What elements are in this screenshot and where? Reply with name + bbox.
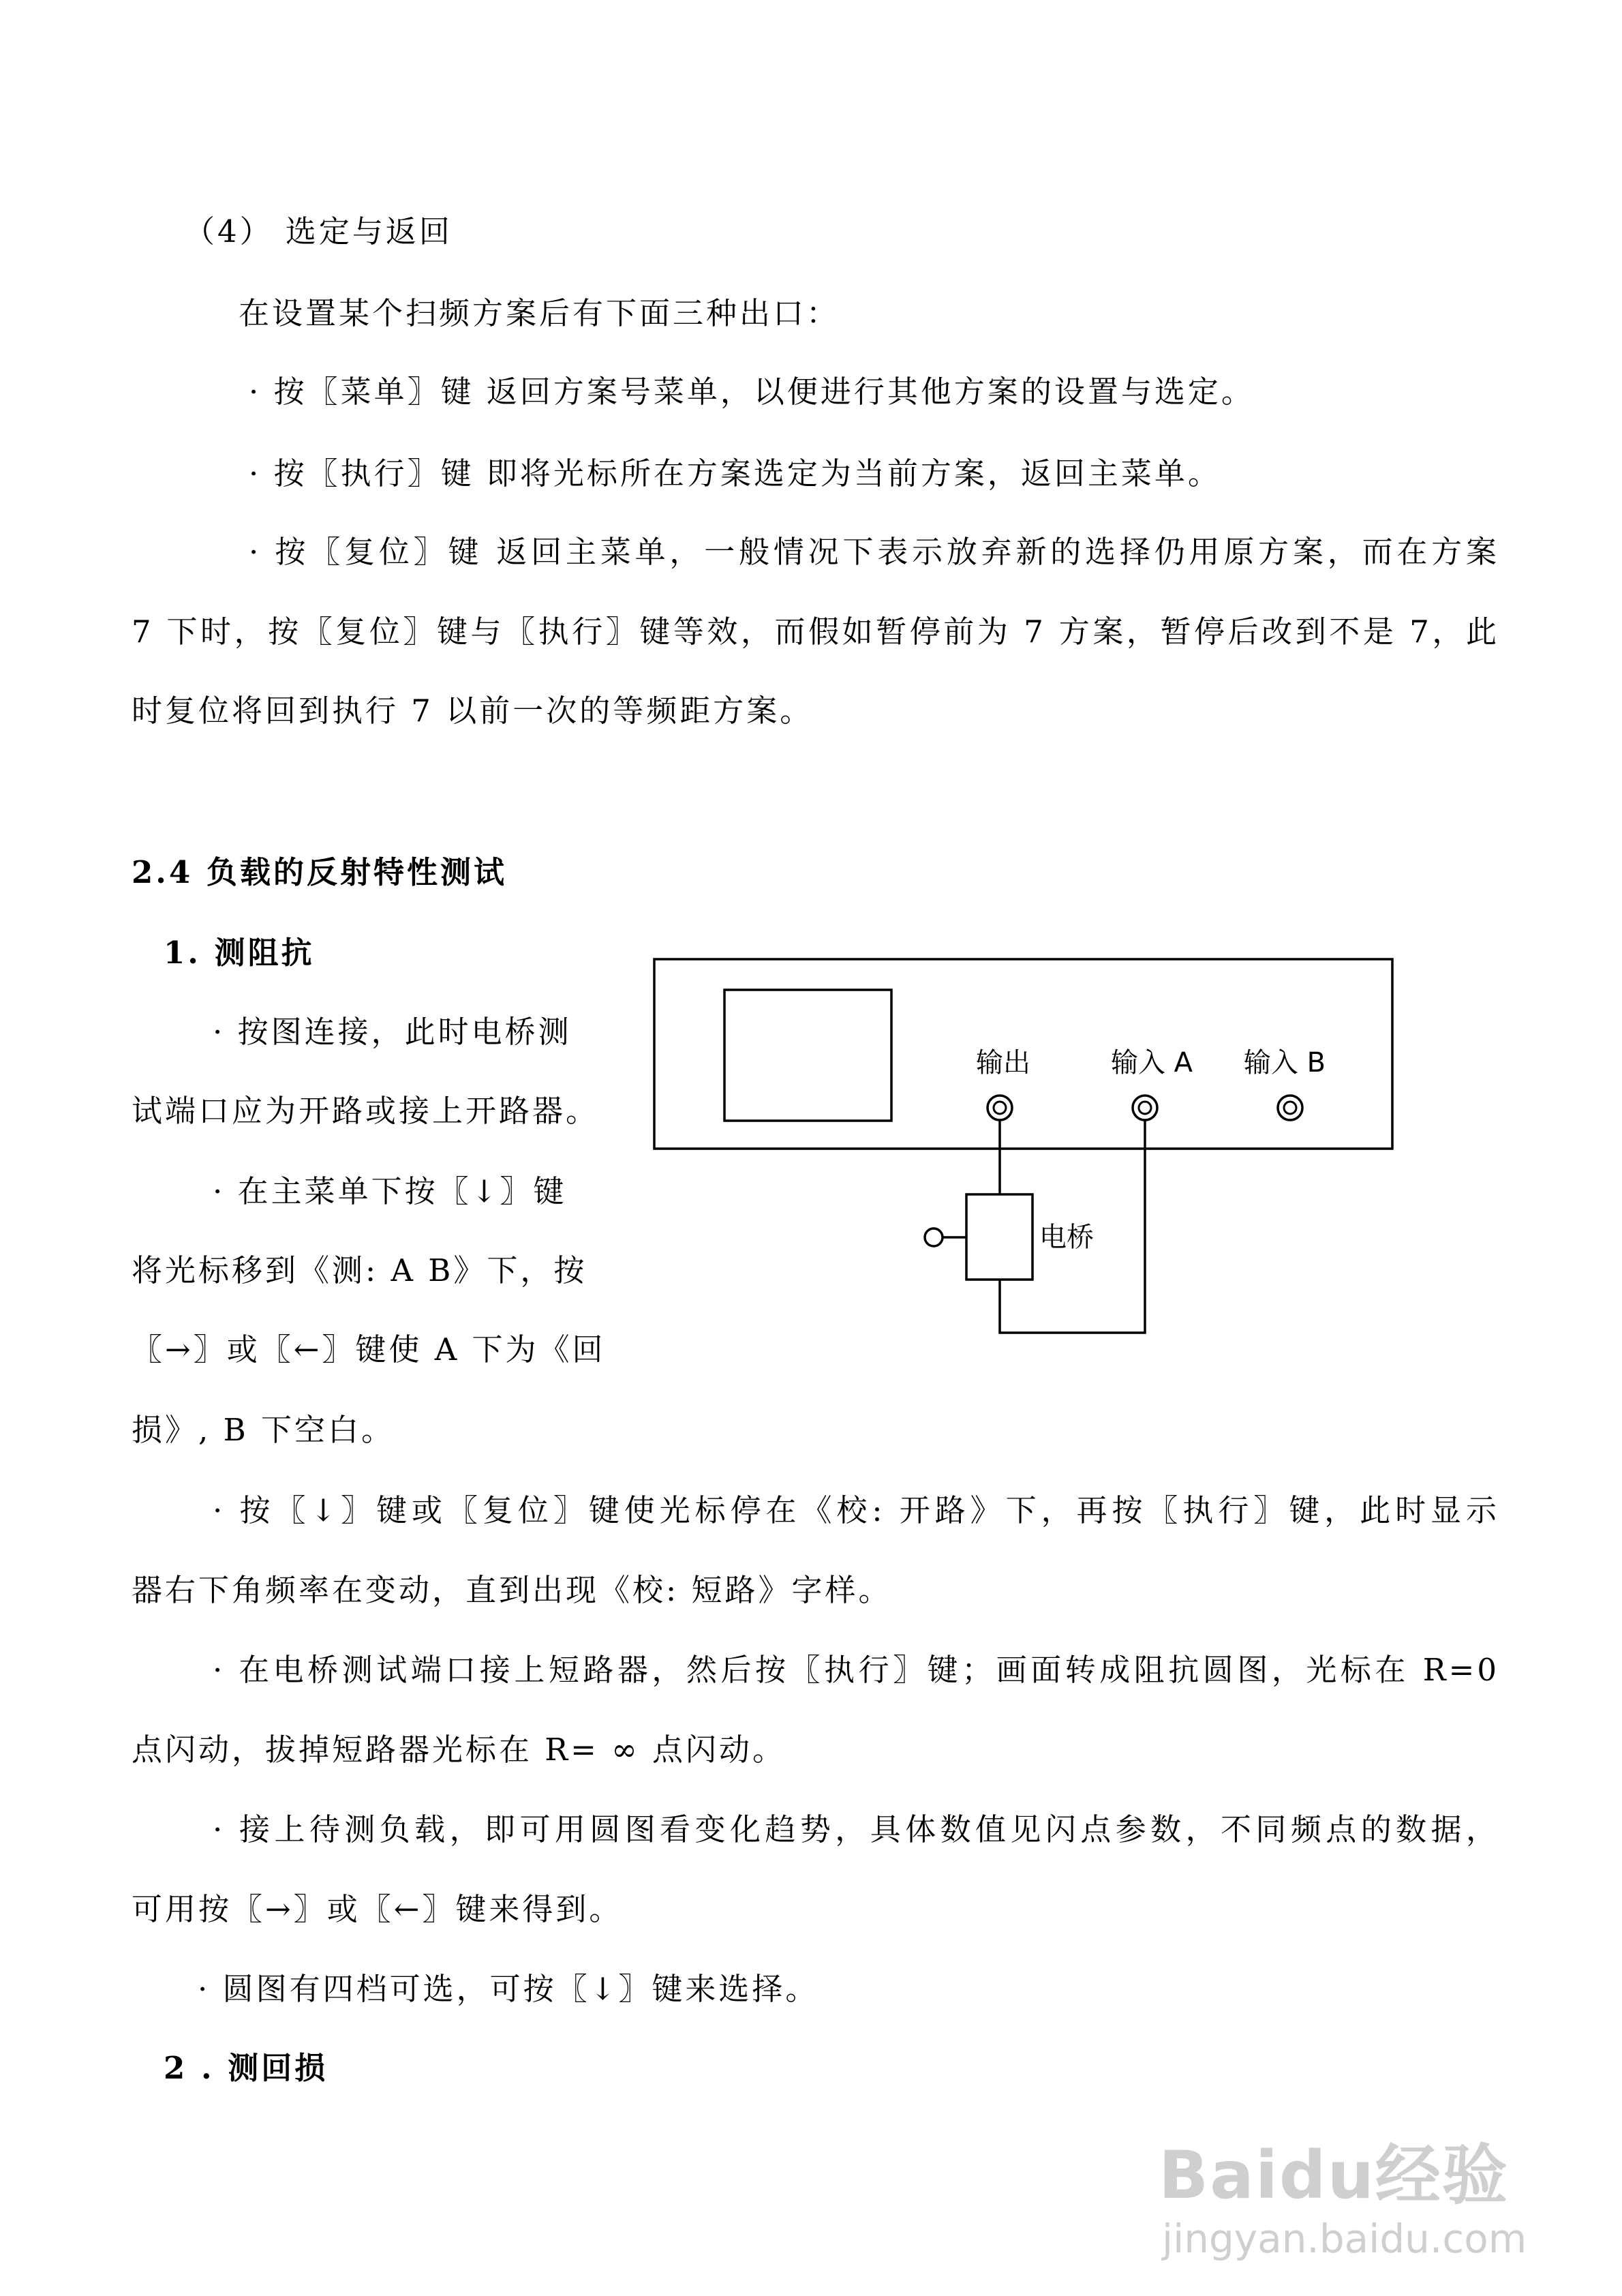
para-menu-line2: 将光标移到《测: A B》下，按 [132, 1252, 587, 1288]
para-calibrate-line2: 器右下角频率在变动，直到出现《校: 短路》字样。 [132, 1572, 892, 1608]
label-output: 输出 [976, 1047, 1030, 1078]
para-short-line2: 点闪动，拔掉短路器光标在 R= ∞ 点闪动。 [132, 1732, 786, 1768]
para-connect-line2: 试端口应为开路或接上开路器。 [132, 1093, 600, 1129]
bridge-box [966, 1194, 1032, 1280]
display-screen [724, 990, 891, 1121]
para-calibrate-line1: · 按〖↓〗键或〖复位〗键使光标停在《校: 开路》下，再按〖执行〗键，此时显示 [213, 1492, 1499, 1528]
bullet-exec-key: · 按〖执行〗键 即将光标所在方案选定为当前方案，返回主菜单。 [249, 455, 1221, 492]
para-load-line1: · 接上待测负载，即可用圆图看变化趋势，具体数值见闪点参数，不同频点的数据， [213, 1811, 1499, 1847]
label-bridge: 电桥 [1039, 1222, 1094, 1253]
label-input-b: 输入 B [1243, 1047, 1326, 1078]
bullet-menu-key: · 按〖菜单〗键 返回方案号菜单，以便进行其他方案的设置与选定。 [249, 374, 1255, 410]
para-chart-range: · 圆图有四档可选，可按〖↓〗键来选择。 [198, 1971, 819, 2007]
section-heading-4: （4） 选定与返回 [184, 213, 453, 250]
baidu-watermark-url: jingyan.baidu.com [1162, 2216, 1527, 2262]
bullet-reset-key-line1: · 按〖复位〗键 返回主菜单，一般情况下表示放弃新的选择仍用原方案，而在方案 [249, 534, 1499, 570]
bullet-reset-key-line3: 时复位将回到执行 7 以前一次的等频距方案。 [132, 693, 814, 729]
test-port-terminal [925, 1228, 943, 1246]
subsection-heading-impedance: 1. 测阻抗 [164, 935, 315, 971]
para-menu-line4: 损》, B 下空白。 [132, 1412, 395, 1448]
label-input-a: 输入 A [1110, 1047, 1193, 1078]
baidu-watermark-logo: Baidu经验 [1159, 2137, 1509, 2214]
instrument-panel [654, 959, 1392, 1149]
para-load-line2: 可用按〖→〗或〖←〗键来得到。 [132, 1891, 623, 1927]
paragraph-intro: 在设置某个扫频方案后有下面三种出口： [239, 295, 840, 331]
connector-input-a [1133, 1096, 1157, 1120]
para-short-line1: · 在电桥测试端口接上短路器，然后按〖执行〗键；画面转成阻抗圆图，光标在 R=0 [213, 1652, 1499, 1688]
subsection-heading-return-loss: 2 . 测回损 [164, 2050, 328, 2086]
connector-input-b [1278, 1096, 1302, 1120]
wire-bridge-to-input-a [1000, 1120, 1145, 1333]
bullet-reset-key-line2: 7 下时，按〖复位〗键与〖执行〗键等效，而假如暂停前为 7 方案，暂停后改到不是 7，此 [132, 614, 1499, 650]
para-menu-line1: · 在主菜单下按〖↓〗键 [213, 1173, 567, 1209]
connector-output [988, 1096, 1012, 1120]
para-menu-line3: 〖→〗或〖←〗键使 A 下为《回 [132, 1331, 606, 1368]
para-connect-line1: · 按图连接，此时电桥测 [213, 1014, 572, 1050]
section-heading-2-4: 2.4 负载的反射特性测试 [132, 854, 507, 890]
